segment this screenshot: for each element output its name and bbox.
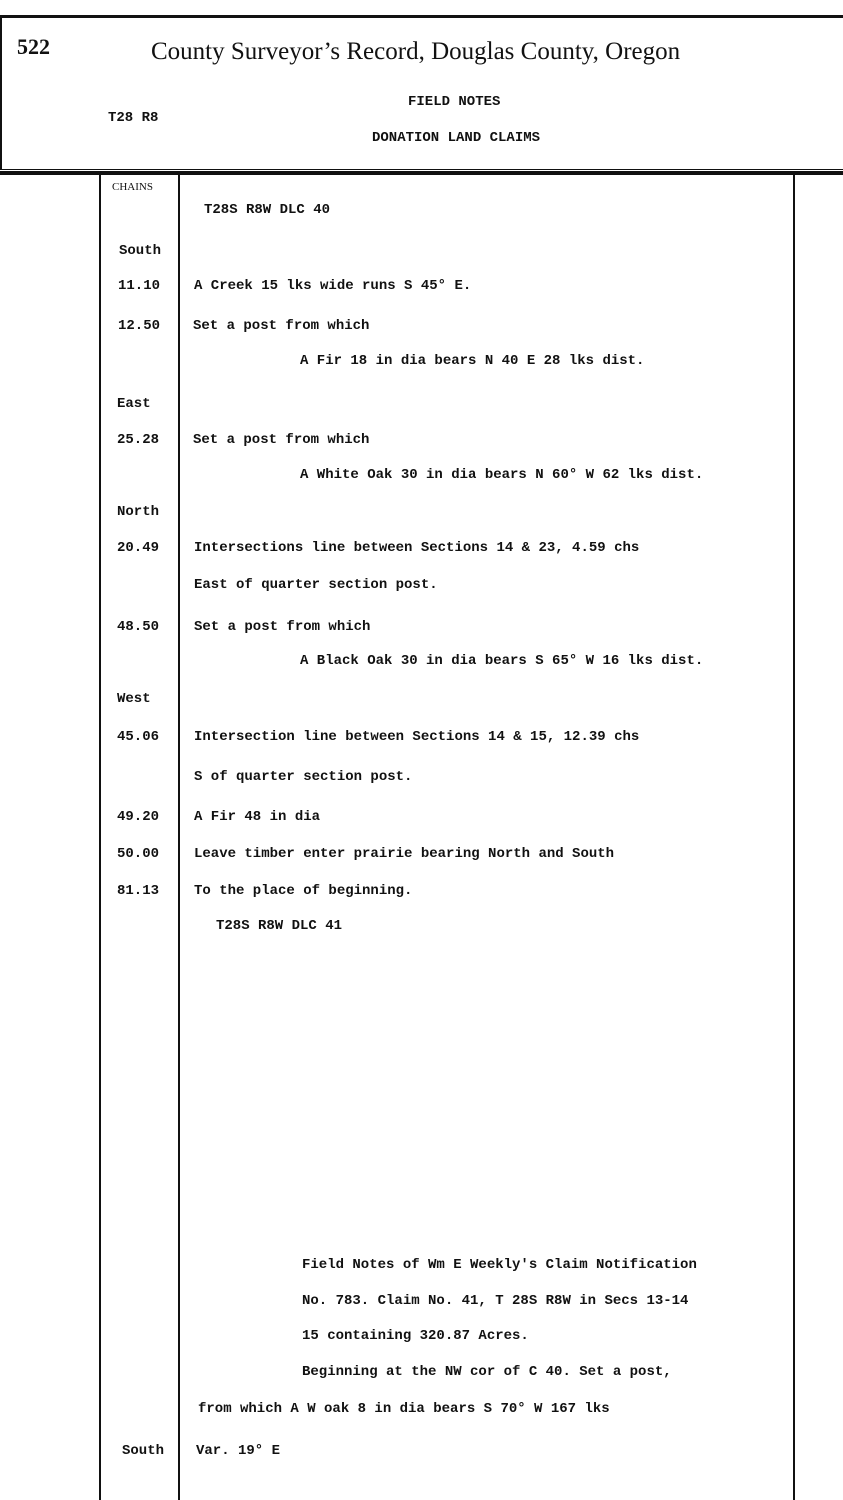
list-item: T28S R8W DLC 40 bbox=[204, 202, 331, 218]
list-item: A Black Oak 30 in dia bears S 65° W 16 lks dist. bbox=[300, 653, 704, 669]
chain-value: 48.50 bbox=[117, 619, 160, 635]
list-item: East of quarter section post. bbox=[194, 577, 438, 593]
header-rule-thick bbox=[0, 171, 843, 175]
list-item: Field Notes of Wm E Weekly's Claim Notification bbox=[302, 1257, 697, 1273]
list-item: Intersections line between Sections 14 & 23, 4.59 chs bbox=[194, 540, 640, 556]
list-item: Leave timber enter prairie bearing North and South bbox=[194, 846, 615, 862]
chain-value: 45.06 bbox=[117, 729, 160, 745]
header-rule-thin bbox=[0, 169, 843, 170]
list-item: Set a post from which bbox=[194, 619, 371, 635]
chain-value: 20.49 bbox=[117, 540, 160, 556]
list-item: Intersection line between Sections 14 & 15, 12.39 chs bbox=[194, 729, 640, 745]
list-item: Beginning at the NW cor of C 40. Set a post, bbox=[302, 1364, 672, 1380]
chains-column-header: CHAINS bbox=[112, 181, 153, 193]
direction-label: East bbox=[117, 396, 151, 412]
chain-value: 50.00 bbox=[117, 846, 160, 862]
chains-column-right bbox=[178, 175, 180, 1500]
list-item: Set a post from which bbox=[193, 432, 370, 448]
chain-value: 11.10 bbox=[118, 278, 161, 294]
direction-label: South bbox=[122, 1443, 165, 1459]
list-item: To the place of beginning. bbox=[194, 883, 413, 899]
list-item: A Fir 18 in dia bears N 40 E 28 lks dist. bbox=[300, 353, 645, 369]
top-rule bbox=[0, 15, 843, 18]
list-item: A White Oak 30 in dia bears N 60° W 62 lks dist. bbox=[300, 467, 704, 483]
left-border bbox=[0, 15, 2, 170]
direction-label: North bbox=[117, 504, 160, 520]
list-item: A Creek 15 lks wide runs S 45° E. bbox=[194, 278, 472, 294]
list-item: S of quarter section post. bbox=[194, 769, 413, 785]
chain-value: 49.20 bbox=[117, 809, 160, 825]
chain-value: 25.28 bbox=[117, 432, 160, 448]
list-item: T28S R8W DLC 41 bbox=[216, 918, 343, 934]
page-title: County Surveyor’s Record, Douglas County, Oregon bbox=[151, 38, 681, 65]
township-range: T28 R8 bbox=[108, 110, 159, 126]
list-item: A Fir 48 in dia bbox=[194, 809, 321, 825]
field-notes-heading: FIELD NOTES bbox=[408, 94, 501, 110]
donation-heading: DONATION LAND CLAIMS bbox=[372, 130, 541, 146]
list-item: 15 containing 320.87 Acres. bbox=[302, 1328, 529, 1344]
direction-label: South bbox=[119, 243, 162, 259]
page-number: 522 bbox=[17, 34, 50, 59]
chain-value: 81.13 bbox=[117, 883, 160, 899]
list-item: from which A W oak 8 in dia bears S 70° W 167 lks bbox=[198, 1401, 610, 1417]
direction-label: West bbox=[117, 691, 151, 707]
notes-column-right bbox=[793, 175, 795, 1500]
list-item: No. 783. Claim No. 41, T 28S R8W in Secs 13-14 bbox=[302, 1293, 689, 1309]
chains-column-left bbox=[99, 175, 101, 1500]
chain-value: 12.50 bbox=[118, 318, 161, 334]
list-item: Set a post from which bbox=[193, 318, 370, 334]
list-item: Var. 19° E bbox=[196, 1443, 281, 1459]
